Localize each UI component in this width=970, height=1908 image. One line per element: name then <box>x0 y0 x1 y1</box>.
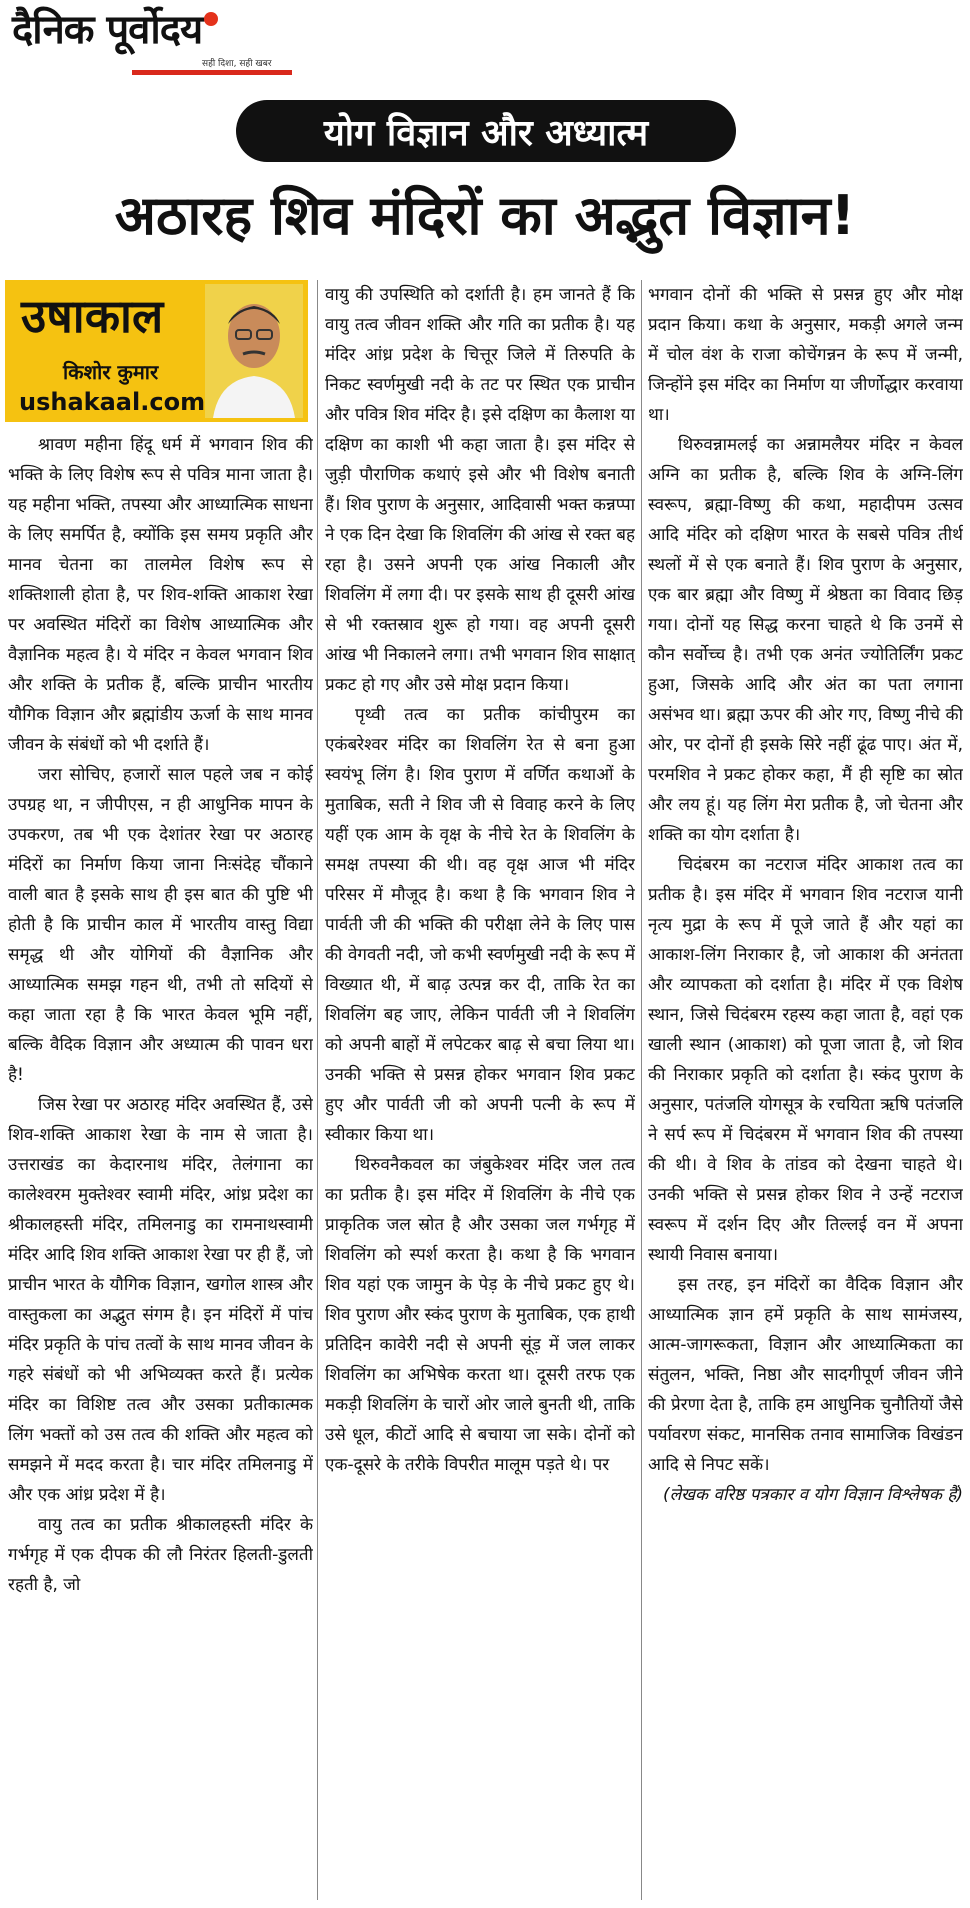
column-box <box>5 280 308 422</box>
paragraph: जिस रेखा पर अठारह मंदिर अवस्थित हैं, उसे शिव-शक्ति आकाश रेखा के नाम से जाता है। उत्तराखंड का केदारनाथ मंदिर, तेलंगाना का कालेश्वरम मुक्तेश्वर स्वामी मंदिर, आंध्र प्रदेश का श्रीकालहस्ती मंदिर, तमिलनाडु का रामनाथस्वामी मंदिर आदि शिव शक्ति आकाश रेखा पर ही हैं, जो प्राचीन भारत के यौगिक विज्ञान, खगोल शास्त्र और वास्तुकला का अद्भुत संगम है। इन मंदिरों में पांच मंदिर प्रकृति के पांच तत्वों के साथ मानव जीवन के गहरे संबंधों को भी अभिव्यक्त करते हैं। प्रत्येक मंदिर का विशिष्ट तत्व और उसका प्रतीकात्मक लिंग भक्तों को उस तत्व की शक्ति और महत्व को समझने में मदद करता है। चार मंदिर तमिलनाडु में और एक आंध्र प्रदेश में है। <box>8 1095 313 1505</box>
author-credit: (लेखक वरिष्ठ पत्रकार व योग विज्ञान विश्लेषक हैं) <box>662 1485 963 1505</box>
column-name: उषाकाल <box>21 289 164 343</box>
newspaper-logo: दैनिक पूर्वोदय <box>12 6 312 54</box>
masthead <box>12 6 312 76</box>
section-banner: योग विज्ञान और अध्यात्म <box>236 100 736 162</box>
column-website: ushakaal.com <box>19 388 206 416</box>
column-rule <box>317 280 318 1900</box>
column-rule <box>641 280 642 1900</box>
paragraph: वायु तत्व का प्रतीक श्रीकालहस्ती मंदिर के गर्भगृह में एक दीपक की लौ निरंतर हिलती-डुलती रहती है, जो <box>8 1515 313 1595</box>
author-name: किशोर कुमार <box>63 360 159 384</box>
author-photo <box>205 284 303 418</box>
paragraph: पृथ्वी तत्व का प्रतीक कांचीपुरम का एकंबरेश्वर मंदिर का शिवलिंग रेत से बना हुआ स्वयंभू लिंग है। शिव पुराण में वर्णित कथाओं के मुताबिक, सती ने शिव जी से विवाह करने के लिए यहीं एक आम के वृक्ष के नीचे रेत के शिवलिंग के समक्ष तपस्या की थी। वह वृक्ष आज भी मंदिर परिसर में मौजूद है। कथा है कि भगवान शिव ने पार्वती जी की भक्ति की परीक्षा लेने के लिए पास की वेगवती नदी, जो कभी स्वर्णमुखी नदी के रूप में विख्यात थी, में बाढ़ उत्पन्न कर दी, ताकि रेत का शिवलिंग बह जाए, लेकिन पार्वती जी ने शिवलिंग को अपनी बाहों में लपेटकर बाढ़ से बचा लिया था। उनकी भक्ति से प्रसन्न होकर भगवान शिव प्रकट हुए और पार्वती जी को अपनी पत्नी के रूप में स्वीकार किया था। <box>325 705 635 1145</box>
paragraph: इस तरह, इन मंदिरों का वैदिक विज्ञान और आध्यात्मिक ज्ञान हमें प्रकृति के साथ सामंजस्य, आत्म-जागरूकता, विज्ञान और आध्यात्मिकता का संतुलन, भक्ति, निष्ठा और सादगीपूर्ण जीवन जीने की प्रेरणा देता है, ताकि हम आधुनिक चुनौतियों जैसे पर्यावरण संकट, मानसिक तनाव सामाजिक विखंडन आदि से निपट सकें। <box>648 1275 963 1475</box>
headline: अठारह शिव मंदिरों का अद्भुत विज्ञान! <box>114 184 856 247</box>
paragraph: थिरुवन्नामलई का अन्नामलैयर मंदिर न केवल अग्नि का प्रतीक है, बल्कि शिव के अग्नि-लिंग स्वरूप, ब्रह्मा-विष्णु की कथा, महादीपम उत्सव आदि मंदिर को दक्षिण भारत के सबसे पवित्र तीर्थ स्थलों में से एक बनाते हैं। शिव पुराण के अनुसार, एक बार ब्रह्मा और विष्णु में श्रेष्ठता का विवाद छिड़ गया। दोनों यह सिद्ध करना चाहते थे कि उनमें से कौन सर्वोच्च है। तभी एक अनंत ज्योतिर्लिंग प्रकट हुआ, जिसके आदि और अंत का पता लगाना असंभव था। ब्रह्मा ऊपर की ओर गए, विष्णु नीचे की ओर, पर दोनों ही इसके सिरे नहीं ढूंढ पाए। अंत में, परमशिव ने प्रकट होकर कहा, मैं ही सृष्टि का स्रोत और लय हूं। यह लिंग मेरा प्रतीक है, जो चेतना और शक्ति का योग दर्शाता है। <box>648 435 963 845</box>
paragraph: भगवान दोनों की भक्ति से प्रसन्न हुए और मोक्ष प्रदान किया। कथा के अनुसार, मकड़ी अगले जन्म में चोल वंश के राजा कोचेंगन्नन के रूप में जन्मी, जिन्होंने इस मंदिर का निर्माण या जीर्णोद्धार करवाया था। <box>648 285 963 425</box>
logo-dot-icon <box>204 12 218 26</box>
article-column-1 <box>8 430 313 1900</box>
paragraph: वायु की उपस्थिति को दर्शाती है। हम जानते हैं कि वायु तत्व जीवन शक्ति और गति का प्रतीक है। यह मंदिर आंध्र प्रदेश के चित्तूर जिले में तिरुपति के निकट स्वर्णमुखी नदी के तट पर स्थित एक प्राचीन और पवित्र शिव मंदिर है। इसे दक्षिण का कैलाश या दक्षिण का काशी भी कहा जाता है। इस मंदिर से जुड़ी पौराणिक कथाएं इसे और भी विशेष बनाती हैं। शिव पुराण के अनुसार, आदिवासी भक्त कन्नप्पा ने एक दिन देखा कि शिवलिंग की आंख से रक्त बह रहा है। उसने अपनी एक आंख निकाली और शिवलिंग में लगा दी। पर इसके साथ ही दूसरी आंख से भी रक्तस्राव शुरू हो गया। वह अपनी दूसरी आंख भी निकालने लगा। तभी भगवान शिव साक्षात् प्रकट हो गए और उसे मोक्ष प्रदान किया। <box>325 285 635 695</box>
article-column-2 <box>325 280 635 1900</box>
masthead-tagline: सही दिशा, सही खबर <box>202 59 272 69</box>
masthead-red-bar <box>132 70 292 75</box>
paragraph: चिदंबरम का नटराज मंदिर आकाश तत्व का प्रतीक है। इस मंदिर में भगवान शिव नटराज यानी नृत्य मुद्रा के रूप में पूजे जाते हैं और यहां का आकाश-लिंग निराकार है, जो आकाश की अनंतता और व्यापकता को दर्शाता है। मंदिर में एक विशेष स्थान, जिसे चिदंबरम रहस्य कहा जाता है, वहां एक खाली स्थान (आकाश) को पूजा जाता है, जो शिव की निराकार प्रकृति को दर्शाता है। स्कंद पुराण के अनुसार, पतंजलि योगसूत्र के रचयिता ऋषि पतंजलि ने सर्प रूप में चिदंबरम में भगवान शिव की तपस्या की थी। वे शिव के तांडव को देखना चाहते थे। उनकी भक्ति से प्रसन्न होकर शिव ने उन्हें नटराज स्वरूप में दर्शन दिए और तिल्लई वन में अपना स्थायी निवास बनाया। <box>648 855 963 1265</box>
paragraph: श्रावण महीना हिंदू धर्म में भगवान शिव की भक्ति के लिए विशेष रूप से पवित्र माना जाता है। यह महीना भक्ति, तपस्या और आध्यात्मिक साधना के लिए समर्पित है, क्योंकि इस समय प्रकृति और मानव चेतना का तालमेल विशेष रूप से शक्तिशाली होता है, पर शिव-शक्ति आकाश रेखा पर अवस्थित मंदिरों का विशेष आध्यात्मिक और वैज्ञानिक महत्व है। ये मंदिर न केवल भगवान शिव और शक्ति के प्रतीक हैं, बल्कि प्राचीन भारतीय यौगिक विज्ञान और ब्रह्मांडीय ऊर्जा के साथ मानव जीवन के संबंधों को भी दर्शाते हैं। <box>8 435 313 755</box>
paragraph: थिरुवनैकवल का जंबुकेश्वर मंदिर जल तत्व का प्रतीक है। इस मंदिर में शिवलिंग के नीचे एक प्राकृतिक जल स्रोत है और उसका जल गर्भगृह में शिवलिंग को स्पर्श करता है। कथा है कि भगवान शिव यहां एक जामुन के पेड़ के नीचे प्रकट हुए थे। शिव पुराण और स्कंद पुराण के मुताबिक, एक हाथी प्रतिदिन कावेरी नदी से अपनी सूंड़ में जल लाकर शिवलिंग का अभिषेक करता था। दूसरी तरफ एक मकड़ी शिवलिंग के चारों ओर जाले बुनती थी, ताकि उसे धूल, कीटों आदि से बचाया जा सके। दोनों को एक-दूसरे के तरीके विपरीत मालूम पड़ते थे। पर <box>325 1155 635 1475</box>
paragraph: जरा सोचिए, हजारों साल पहले जब न कोई उपग्रह था, न जीपीएस, न ही आधुनिक मापन के उपकरण, तब भी एक देशांतर रेखा पर अठारह मंदिरों का निर्माण किया जाना निःसंदेह चौंकाने वाली बात है इसके साथ ही इस बात की पुष्टि भी होती है कि प्राचीन काल में भारतीय वास्तु विद्या समृद्ध थी और योगियों की वैज्ञानिक और आध्यात्मिक समझ गहन थी, तभी तो सदियों से कहा जाता रहा है कि भारत केवल भूमि नहीं, बल्कि वैदिक विज्ञान और अध्यात्म की पावन धरा है! <box>8 765 313 1085</box>
article-column-3 <box>648 280 963 1900</box>
